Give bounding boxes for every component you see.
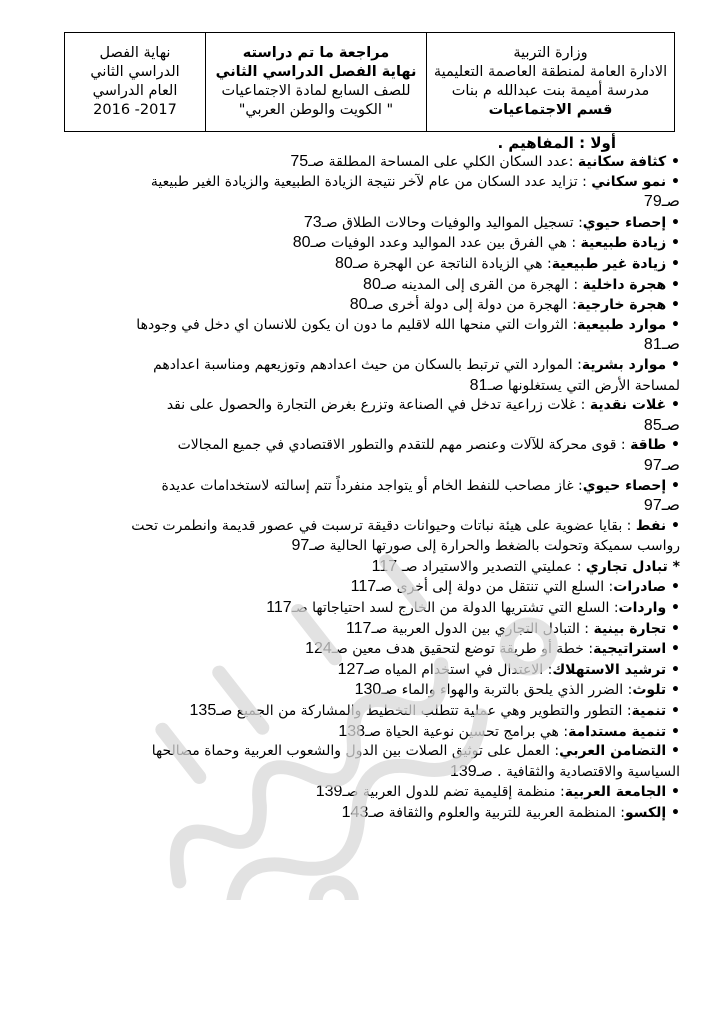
concept-line — [52, 173, 680, 193]
bullet: • — [666, 641, 680, 658]
page-number: 80 — [349, 296, 368, 314]
concept-line — [52, 436, 680, 456]
concept-term: استراتيجية — [593, 641, 667, 658]
page-number: 117 — [266, 599, 292, 617]
page-number: 143 — [341, 804, 369, 821]
concept-entry — [52, 701, 680, 722]
concept-term: نفط — [635, 517, 667, 534]
concept-term: تنمية — [631, 703, 667, 720]
bullet: • — [666, 356, 680, 373]
concept-line — [52, 295, 680, 316]
concept-line — [52, 577, 680, 598]
term-line: الدراسي الثاني — [90, 64, 180, 80]
concept-definition: : المنظمة العربية للتربية والعلوم والثقافة صـ — [368, 805, 625, 821]
page-number: صـ85 — [643, 416, 680, 434]
concept-term: إحصاء حيوي — [582, 214, 667, 231]
concept-entry — [52, 557, 680, 578]
concept-definition: : السلع التي تنتقل من دولة إلى أخرى صـ — [376, 579, 614, 596]
concept-term: نمو سكاني — [591, 173, 667, 190]
concept-term: موارد بشرية — [581, 356, 667, 373]
concept-line — [52, 233, 680, 254]
bullet: • — [666, 805, 680, 821]
page-number: 130 — [354, 681, 382, 699]
page-number: 80 — [292, 234, 311, 252]
concept-line-continued — [52, 456, 680, 477]
bullet: • — [666, 723, 680, 740]
concept-line — [52, 619, 680, 640]
concept-entry — [52, 619, 680, 640]
concept-entry — [52, 680, 680, 701]
concept-definition: : هي الفرق بين عدد المواليد وعدد الوفيات صـ — [310, 235, 581, 252]
concept-definition: : خطة أو طريقة توضع لتحقيق هدف معين صـ — [331, 641, 594, 658]
concept-entry — [52, 436, 680, 476]
ministry-line: وزارة التربية — [513, 45, 588, 61]
page-number: 81 — [469, 376, 488, 394]
concept-term: صادرات — [613, 579, 667, 596]
page-number: 124 — [305, 640, 332, 658]
page-number: صـ97 — [643, 456, 680, 474]
page-number: 73 — [303, 213, 322, 231]
concept-definition: : الثروات التي منحها الله لاقليم ما دون ان يكون للانسان اي دخل في وجودها — [136, 316, 578, 333]
concept-line — [52, 701, 680, 722]
page-number: 139 — [449, 762, 477, 780]
concept-line — [52, 722, 680, 743]
ministry-line: مدرسة أميمة بنت عبدالله م بنات — [451, 83, 650, 99]
concept-line — [52, 213, 680, 234]
concept-definition: : هي الزيادة الناتجة عن الهجرة صـ — [352, 255, 552, 272]
term-line: نهاية الفصل — [99, 45, 171, 61]
concept-line-continued — [52, 335, 680, 356]
concept-line — [52, 517, 680, 537]
bullet: • — [666, 477, 680, 494]
concept-term: واردات — [618, 600, 667, 617]
concept-entry — [52, 803, 680, 824]
bullet: • — [666, 397, 680, 414]
concept-entry — [52, 639, 680, 660]
page-number: 138 — [338, 722, 366, 740]
concept-line — [52, 152, 680, 173]
concept-line-continued — [52, 192, 680, 213]
concept-line — [52, 742, 680, 762]
concept-entry — [52, 356, 680, 396]
bullet: • — [666, 297, 680, 314]
concept-entry — [52, 213, 680, 234]
concept-line-continued — [52, 496, 680, 517]
concept-definition: لمساحة الأرض التي يستغلونها صـ — [487, 377, 680, 394]
concept-line — [52, 396, 680, 416]
page-number: 135 — [189, 702, 217, 720]
concept-line — [52, 254, 680, 275]
bullet: • — [666, 682, 680, 699]
bullet: • — [666, 703, 680, 720]
page-number: 80 — [363, 275, 381, 293]
concept-term: كثافة سكانية — [577, 154, 667, 170]
concept-entry — [52, 660, 680, 681]
concept-term: تجارة بينية — [593, 620, 667, 637]
bullet: • — [666, 784, 680, 801]
bullet: * — [667, 558, 680, 575]
concept-entry — [52, 396, 680, 436]
concept-entry — [52, 295, 680, 316]
concept-definition: : العمل على توثيق الصلات بين الدول والشعوب العربية وحماة مصالحها — [151, 743, 560, 760]
concept-line — [52, 356, 680, 376]
concept-term: غلات نقدية — [589, 397, 667, 414]
bullet: • — [666, 214, 680, 231]
page-number: 80 — [335, 254, 353, 272]
department-line: قسم الاجتماعيات — [488, 102, 613, 118]
term-line: العام الدراسي — [92, 83, 178, 99]
concept-definition: : تسجيل المواليد والوفيات وحالات الطلاق صـ — [321, 214, 583, 231]
concept-entry — [52, 477, 680, 517]
bullet: • — [666, 276, 680, 293]
concept-term: تبادل تجاري — [585, 558, 668, 575]
concept-definition: السياسية والاقتصادية والثقافية . صـ — [476, 763, 680, 780]
bullet: • — [666, 517, 680, 534]
concept-term: ترشيد الاستهلاك — [552, 661, 667, 678]
concept-line — [52, 316, 680, 336]
page-number: صـ79 — [643, 193, 680, 211]
concept-entry — [52, 316, 680, 356]
concept-definition: : عمليتي التصدير والاستيراد صـ — [397, 558, 586, 575]
concept-definition: : هي برامج تحسين نوعية الحياة صـ — [365, 723, 569, 740]
concept-term: إلكسو — [624, 805, 667, 821]
concept-term: التضامن العربي — [559, 743, 667, 760]
concept-entry — [52, 233, 680, 254]
concept-line-continued — [52, 536, 680, 557]
concept-entry — [52, 517, 680, 557]
concept-definition: : السلع التي تشتريها الدولة من الخارج لسد احتياجاتها صـ — [291, 600, 619, 617]
bullet: • — [666, 661, 680, 678]
concept-definition: : قوى محركة للآلات وعنصر مهم للتقدم والتطور الاقتصادي في جميع المجالات — [177, 437, 631, 454]
concept-line-continued — [52, 762, 680, 783]
page-number: 117 — [350, 578, 377, 596]
concept-term: هجرة داخلية — [582, 276, 667, 293]
concept-definition: رواسب سميكة وتحولت بالضغط والحرارة إلى صورتها الحالية صـ — [309, 538, 680, 555]
ministry-cell — [426, 33, 674, 131]
concept-line — [52, 557, 680, 578]
header-table — [64, 32, 675, 132]
bullet: • — [666, 173, 680, 190]
bullet: • — [666, 579, 680, 596]
title-line: " الكويت والوطن العربي" — [238, 102, 394, 118]
ministry-line: الادارة العامة لمنطقة العاصمة التعليمية — [433, 64, 668, 80]
bullet: • — [666, 255, 680, 272]
school-year: 2016 -2017 — [93, 102, 177, 118]
concept-entry — [52, 782, 680, 803]
concept-definition: : الهجرة من دولة إلى دولة أخرى صـ — [367, 297, 577, 314]
concept-term: زيادة طبيعية — [580, 235, 667, 252]
page-number: صـ81 — [643, 336, 680, 354]
section-heading: أولا : المفاهيم . — [497, 134, 616, 152]
concept-term: موارد طبيعية — [577, 316, 667, 333]
bullet: • — [666, 620, 680, 637]
page-number: 127 — [337, 660, 365, 678]
bullet: • — [666, 437, 680, 454]
concept-definition: : منظمة إقليمية تضم للدول العربية صـ — [342, 784, 565, 801]
concept-line-continued — [52, 376, 680, 397]
concept-line — [52, 803, 680, 824]
concept-line — [52, 275, 680, 296]
concept-term: هجرة خارجية — [576, 297, 667, 314]
concept-definition: : غاز مصاحب للنفط الخام أو يتواجد منفرداً تتم إسالته لاستخدامات عديدة — [161, 477, 583, 494]
concept-term: زيادة غير طبيعية — [551, 255, 667, 272]
concept-entry — [52, 173, 680, 213]
title-line: للصف السابع لمادة الاجتماعيات — [221, 83, 411, 99]
concept-definition: : تزايد عدد السكان من عام لآخر نتيجة الزيادة الطبيعية والزيادة الغير طبيعية — [150, 173, 592, 190]
page-number: 97 — [291, 537, 310, 555]
concept-definition: : بقايا عضوية على هيئة نباتات وحيوانات دقيقة ترسبت في عصور قديمة وانطمرت تحت — [131, 517, 636, 534]
term-cell — [65, 33, 205, 131]
concept-term: إحصاء حيوي — [582, 477, 667, 494]
bullet: • — [666, 316, 680, 333]
concept-entry — [52, 742, 680, 782]
concept-entry — [52, 152, 680, 173]
concept-line — [52, 782, 680, 803]
concept-entry — [52, 254, 680, 275]
concept-entry — [52, 598, 680, 619]
page-number: 117 — [371, 557, 398, 575]
concept-definition: :عدد السكان الكلي على المساحة المطلقة صـ — [308, 154, 578, 170]
concept-line — [52, 639, 680, 660]
concept-definition: : الموارد التي ترتبط بالسكان من حيث اعدادهم وتوزيعهم ومناسبة اعدادهم — [153, 356, 582, 373]
concept-line-continued — [52, 416, 680, 437]
concept-list — [52, 152, 680, 824]
bullet: • — [666, 600, 680, 617]
concept-entry — [52, 275, 680, 296]
bullet: • — [666, 235, 680, 252]
page-number: 117 — [345, 619, 372, 637]
page-number: 139 — [315, 783, 343, 801]
concept-definition: : الهجرة من القرى إلى المدينه صـ — [380, 276, 583, 293]
title-cell — [205, 33, 426, 131]
concept-definition: : الاعتدال في استخدام المياه صـ — [364, 661, 553, 678]
concept-definition: : الضرر الذي يلحق بالتربة والهواء والماء صـ — [381, 682, 633, 699]
concept-entry — [52, 722, 680, 743]
concept-entry — [52, 577, 680, 598]
title-line: مراجعة ما تم دراسته — [242, 45, 390, 61]
concept-term: طاقة — [630, 437, 667, 454]
concept-term: تلوث — [632, 682, 667, 699]
concept-line — [52, 598, 680, 619]
concept-term: الجامعة العربية — [564, 784, 667, 801]
bullet: • — [666, 154, 680, 170]
concept-line — [52, 477, 680, 497]
concept-definition: : التطور والتطوير وهي عملية تتطلب التخطيط والمشاركة من الجميع صـ — [216, 703, 632, 720]
concept-term: تنمية مستدامة — [568, 723, 667, 740]
concept-definition: : غلات زراعية تدخل في الصناعة وتزرع بغرض التجارة والحصول على نقد — [166, 397, 590, 414]
concept-line — [52, 660, 680, 681]
title-line: نهاية الفصل الدراسي الثاني — [215, 64, 417, 80]
page-number: صـ97 — [643, 497, 680, 515]
page-number: 75 — [290, 153, 309, 170]
concept-definition: : التبادل التجاري بين الدول العربية صـ — [371, 620, 594, 637]
bullet: • — [666, 743, 680, 760]
concept-line — [52, 680, 680, 701]
